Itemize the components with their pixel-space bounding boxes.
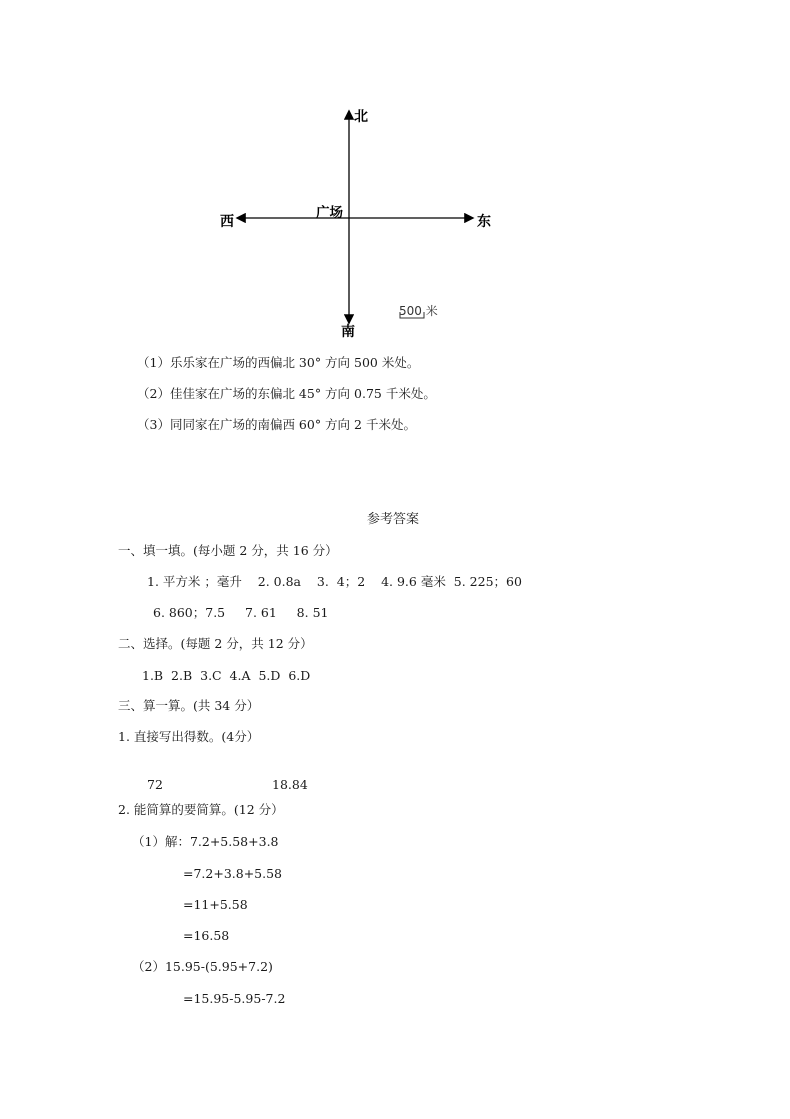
section-2-line-1: 1.B 2.B 3.C 4.A 5.D 6.D [142, 668, 311, 683]
west-label: 西 [220, 214, 234, 230]
section-3-sub-2: 2. 能简算的要简算。(12 分） [118, 802, 284, 817]
problem-1-step-2: =11+5.58 [183, 897, 248, 912]
problem-2: （2）15.95-(5.95+7.2) [132, 959, 273, 974]
scale-label: 500 米 [399, 304, 438, 318]
question-3: （3）同同家在广场的南偏西 60° 方向 2 千米处。 [137, 417, 416, 432]
section-3-heading: 三、算一算。(共 34 分） [118, 698, 260, 713]
compass-diagram [0, 0, 790, 350]
section-1-line-1: 1. 平方米 ；毫升 2. 0.8a 3. 4；2 4. 9.6 毫米 5. 225；60 [147, 574, 522, 589]
problem-1-step-1: =7.2+3.8+5.58 [183, 866, 283, 881]
sub-1-answer-b: 18.84 [272, 777, 308, 792]
problem-2-step-1: =15.95-5.95-7.2 [183, 991, 286, 1006]
east-label: 东 [477, 214, 491, 230]
center-label: 广场 [316, 205, 343, 221]
question-2: （2）佳佳家在广场的东偏北 45° 方向 0.75 千米处。 [137, 386, 436, 401]
problem-1-step-3: =16.58 [183, 928, 230, 943]
section-1-line-2: 6. 860；7.5 7. 61 8. 51 [153, 605, 329, 620]
answers-title: 参考答案 [367, 512, 420, 527]
sub-1-answer-a: 72 [147, 777, 163, 792]
problem-1: （1）解：7.2+5.58+3.8 [132, 834, 279, 849]
question-1: （1）乐乐家在广场的西偏北 30° 方向 500 米处。 [137, 355, 420, 370]
section-1-heading: 一、填一填。(每小题 2 分，共 16 分） [118, 543, 338, 558]
section-2-heading: 二、选择。(每题 2 分，共 12 分） [118, 636, 313, 651]
south-label: 南 [341, 324, 355, 340]
section-3-sub-1: 1. 直接写出得数。(4分） [118, 729, 260, 744]
north-label: 北 [354, 109, 368, 125]
